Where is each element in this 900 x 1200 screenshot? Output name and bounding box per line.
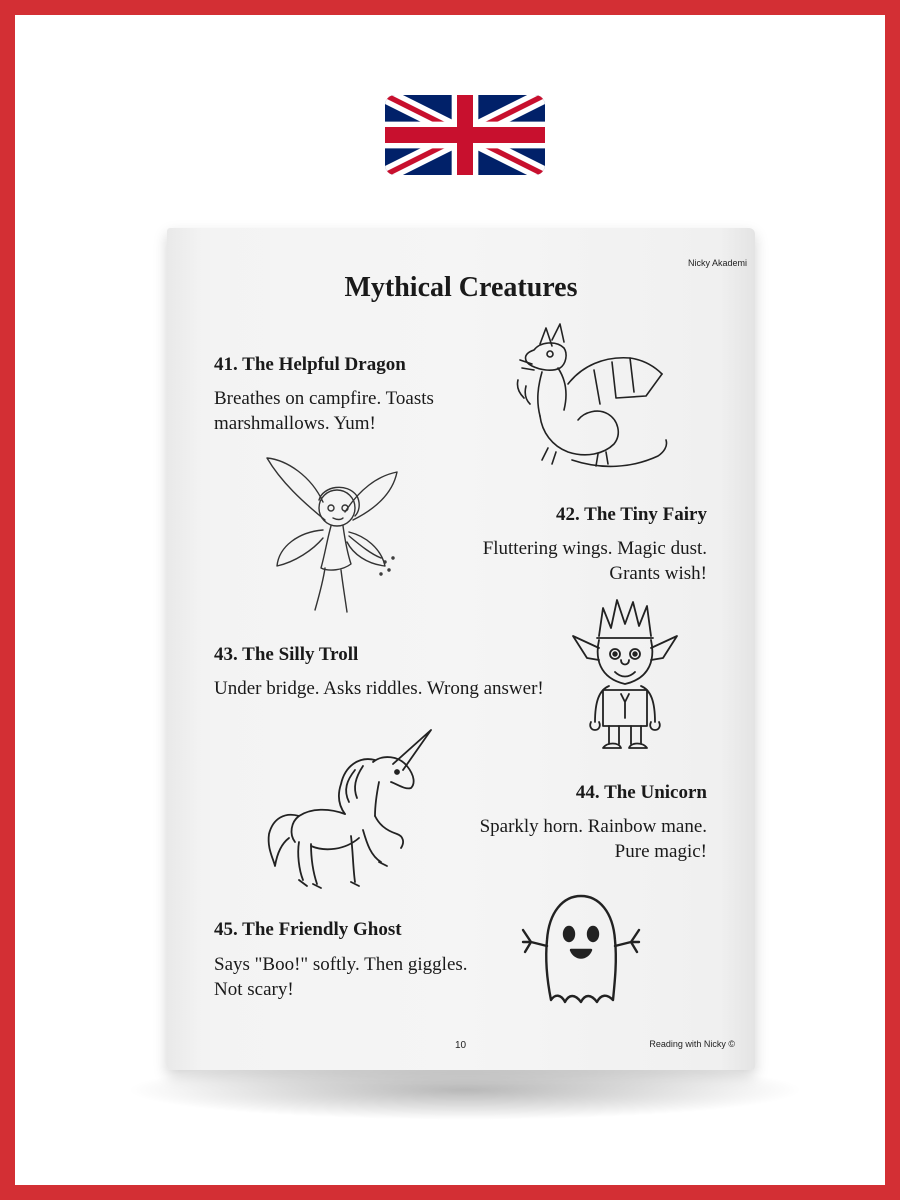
item-42-text bbox=[483, 536, 707, 586]
item-45-line-1: Says "Boo!" softly. Then giggles. bbox=[214, 954, 468, 975]
item-41-title: 41. The Helpful Dragon bbox=[214, 354, 406, 375]
item-42-title: 42. The Tiny Fairy bbox=[556, 504, 707, 525]
item-43-text bbox=[214, 676, 544, 701]
item-42-line-2: Grants wish! bbox=[609, 563, 707, 584]
item-42-line-1: Fluttering wings. Magic dust. bbox=[482, 538, 707, 559]
item-45-text bbox=[214, 952, 468, 1002]
item-45-line-2: Not scary! bbox=[214, 979, 294, 1000]
item-45-title: 45. The Friendly Ghost bbox=[214, 919, 402, 940]
item-41-line-2: marshmallows. Yum! bbox=[214, 413, 376, 434]
dragon-illustration bbox=[512, 320, 672, 472]
item-41-text bbox=[214, 386, 434, 436]
page-title: Mythical Creatures bbox=[344, 272, 578, 303]
item-44-line-2: Pure magic! bbox=[614, 841, 707, 862]
page-number: 10 bbox=[455, 1040, 467, 1051]
fairy-illustration bbox=[263, 450, 401, 615]
unicorn-illustration bbox=[263, 726, 433, 894]
item-44-title: 44. The Unicorn bbox=[575, 782, 707, 803]
item-43-title: 43. The Silly Troll bbox=[214, 644, 359, 665]
item-43-line-1: Under bridge. Asks riddles. Wrong answer! bbox=[214, 678, 544, 699]
ghost-illustration bbox=[517, 890, 645, 1015]
item-44-line-1: Sparkly horn. Rainbow mane. bbox=[479, 816, 707, 837]
brand-label: Nicky Akademi bbox=[687, 258, 747, 268]
item-44-text bbox=[480, 814, 707, 864]
booklet-page bbox=[167, 228, 755, 1070]
copyright-label: Reading with Nicky © bbox=[649, 1039, 735, 1049]
troll-illustration bbox=[569, 598, 681, 753]
item-41-line-1: Breathes on campfire. Toasts bbox=[214, 388, 434, 409]
uk-flag-icon bbox=[385, 95, 545, 175]
